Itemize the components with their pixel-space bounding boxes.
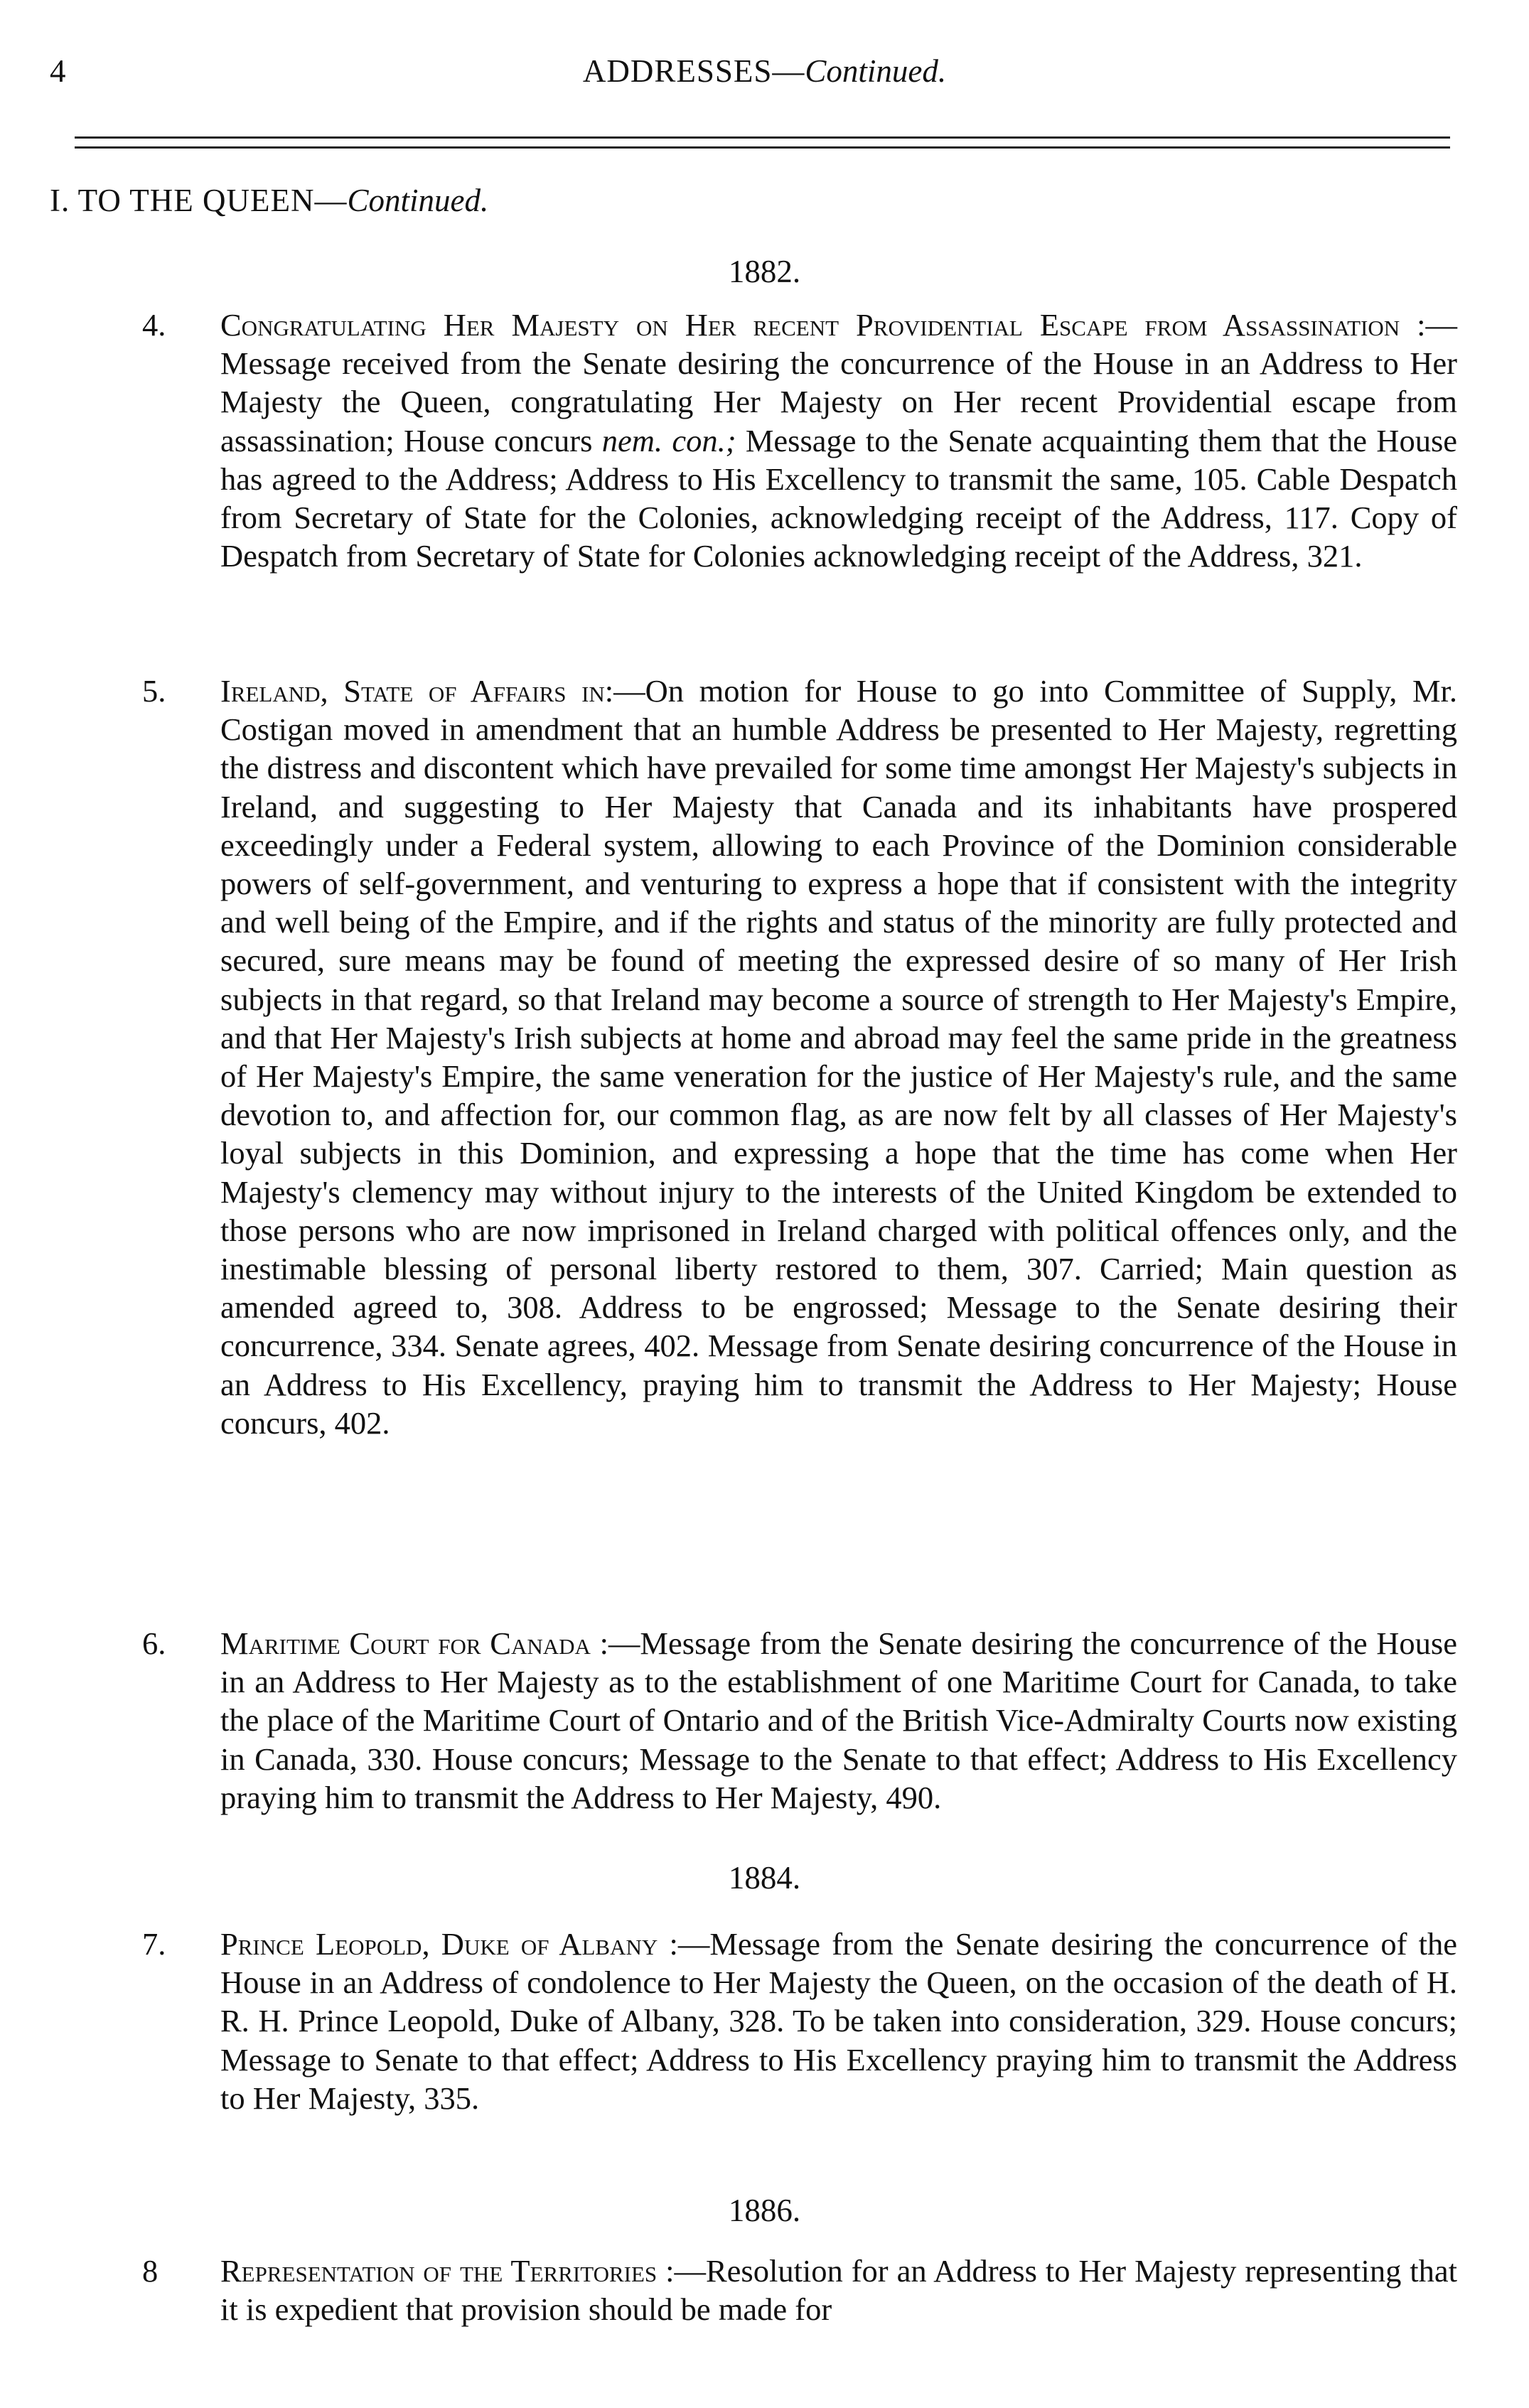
entry-7-heading: Prince Leopold, Duke of Albany [220,1926,658,1962]
entry-6-heading: Maritime Court for Canada [220,1625,591,1661]
running-title-main: ADDRESSES— [582,53,805,89]
page-number: 4 [50,53,66,89]
entry-number-7: 7. [142,1926,166,1962]
entry-5-text: :—On motion for House to go into Committee of Supply, Mr. Costigan moved in amendment that an humble Address be presented to Her Majesty, regretting the distress and discontent which have prevailed for some time amongst Her Majesty's subjects in Ireland, and suggesting to Her Majesty that Canada and its inhabitants have prospered exceedingly under a Federal system, allowing to each Province of the Dominion considerable powers of self-government, and venturing to express a hope that if consistent with the integrity and well being of the Empire, and if the rights and status of the minority are fully protected and secured, sure means may be found of meeting the expressed desire of so many of Her Irish subjects in that regard, so that Ireland may become a source of strength to Her Majesty's Empire, and that Her Majesty's Irish subjects at home and abroad may feel the same pride in the greatness of Her Majesty's Empire, the same veneration for the justice of Her Majesty's rule, and the same devotion to, and affection for, our common flag, as are now felt by all classes of Her Majesty's loyal subjects in this Dominion, and expressing a hope that the time has come when Her Majesty's clemency may without injury to the interests of the United Kingdom be extended to those persons who are now imprisoned in Ireland charged with political offences only, and the inestimable blessing of personal liberty restored to them, 307. Carried; Main question as amended agreed to, 308. Address to be engrossed; Message to the Senate desiring their concurrence, 334. Senate agrees, 402. Message from Senate desiring concurrence of the House in an Address to His Excellency, praying him to transmit the Address to Her Majesty; House concurs, 402. [220,673,1457,1441]
page-header [0,50,1529,92]
section-label-italic: Continued. [347,183,489,218]
header-rule-bottom [75,146,1450,149]
entry-6 [220,1624,1457,1817]
entry-5-heading: Ireland, State of Affairs in [220,673,605,709]
entry-5 [220,672,1457,1442]
entry-7 [220,1925,1457,2117]
entry-4-italic: nem. con.; [601,422,736,458]
section-label: I. TO THE QUEEN— [50,183,348,218]
year-heading-1886: 1886. [728,2193,801,2228]
entry-4-text-b: Message to the Senate acquainting them that the House has agreed to the Address; Address to His Excellency to transmit the same, 105. Cable Despatch from Secretary of State for the Colonies, acknowledging receipt of the Address, 117. Copy of Despatch from Secretary of State for Colonies acknowledging receipt of the Address, 321. [220,422,1458,574]
year-heading-1884: 1884. [728,1860,801,1896]
running-title [0,50,1529,92]
entry-number-8: 8 [142,2253,159,2289]
entry-4-text-a: :—Message received from the Senate desiring the concurrence of the House in an Address to Her Majesty the Queen, congratulating Her Majesty on Her recent Providential escape from assassination; House concurs [220,307,1457,458]
entry-number-5: 5. [142,673,166,709]
entry-number-4: 4. [142,307,166,343]
section-heading [50,179,488,222]
entry-6-text: :—Message from the Senate desiring the concurrence of the House in an Address to Her Majesty as to the establishment of one Maritime Court for Canada, to take the place of the Maritime Court of Ontario and of the British Vice-Admiralty Courts now existing in Canada, 330. House concurs; Message to the Senate to that effect; Address to His Excellency praying him to transmit the Address to Her Majesty, 490. [220,1625,1457,1815]
year-heading-1882: 1882. [728,254,801,289]
running-title-italic: Continued. [805,53,947,89]
entry-8 [220,2252,1457,2328]
entry-8-text: :—Resolution for an Address to Her Majesty representing that it is expedient that provision should be made for [220,2253,1457,2328]
entry-4 [220,306,1457,575]
header-rule-top [75,136,1450,139]
entry-7-text: :—Message from the Senate desiring the concurrence of the House in an Address of condolence to Her Majesty the Queen, on the occasion of the death of H. R. H. Prince Leopold, Duke of Albany, 328. To be taken into consideration, 329. House concurs; Message to Senate to that effect; Address to His Excellency praying him to transmit the Address to Her Majesty, 335. [220,1926,1458,2116]
entry-number-6: 6. [142,1625,166,1661]
entry-8-heading: Representation of the Territories [220,2253,658,2289]
entry-4-heading: Congratulating Her Majesty on Her recent Providential Escape from Assassination [220,307,1400,343]
